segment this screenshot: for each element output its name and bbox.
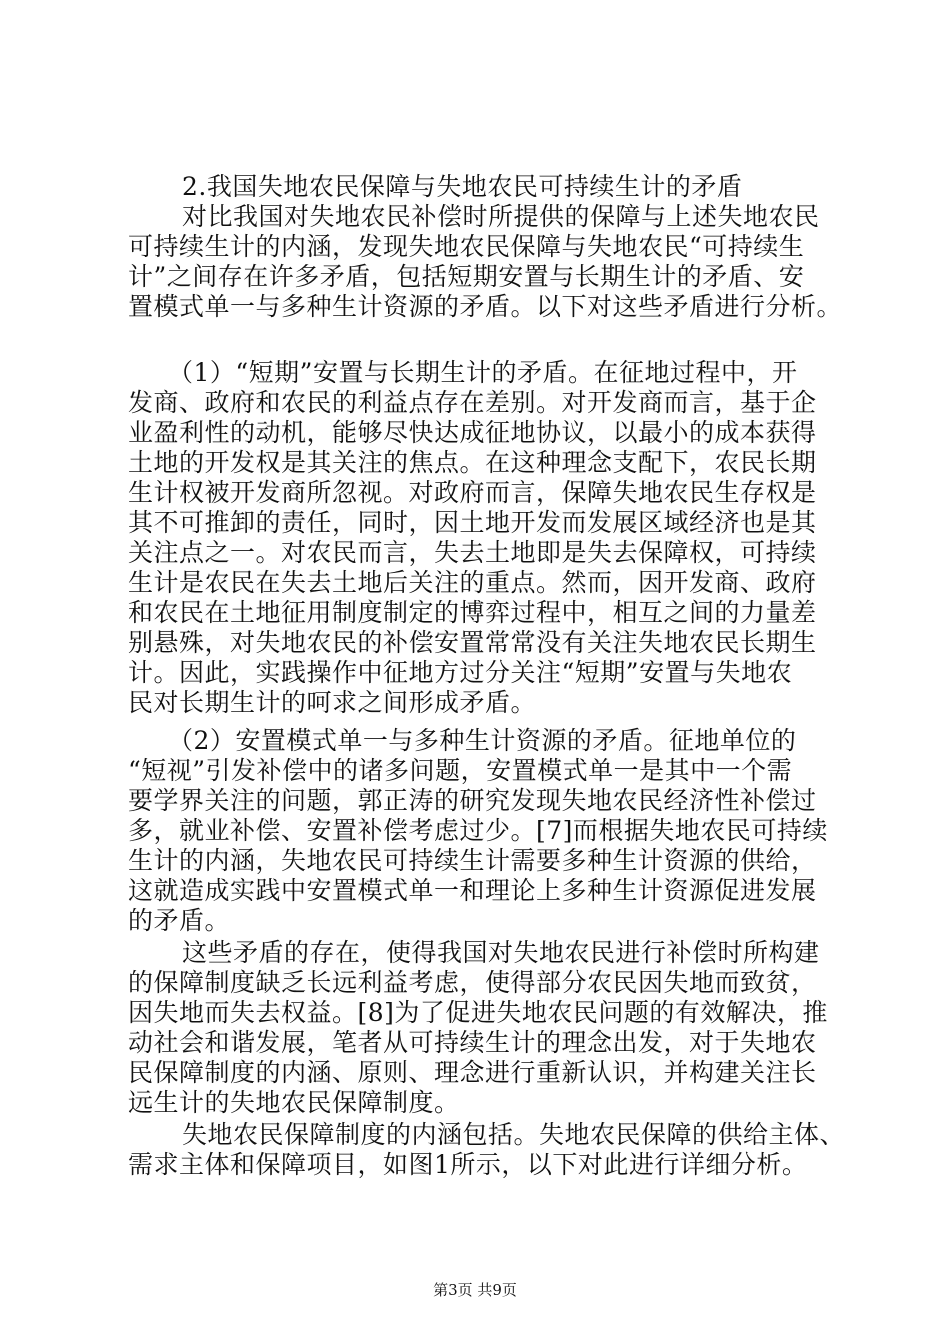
paragraph-line: 生计的内涵，失地农民可持续生计需要多种生计资源的供给， bbox=[128, 846, 817, 875]
paragraph-line: 可持续生计的内涵，发现失地农民保障与失地农民“可持续生 bbox=[128, 232, 805, 261]
paragraph-line: 民保障制度的内涵、原则、理念进行重新认识，并构建关注长 bbox=[128, 1058, 817, 1087]
section-heading: 2.我国失地农民保障与失地农民可持续生计的矛盾 bbox=[182, 172, 743, 201]
paragraph-line: 的矛盾。 bbox=[128, 906, 231, 935]
paragraph-line: 发商、政府和农民的利益点存在差别。对开发商而言，基于企 bbox=[128, 388, 817, 417]
paragraph-line: 土地的开发权是其关注的焦点。在这种理念支配下，农民长期 bbox=[128, 448, 817, 477]
paragraph-line: 多，就业补偿、安置补偿考虑过少。[7]而根据失地农民可持续 bbox=[128, 816, 828, 845]
paragraph-line: “短视”引发补偿中的诸多问题，安置模式单一是其中一个需 bbox=[128, 756, 793, 785]
paragraph-line: 因失地而失去权益。[8]为了促进失地农民问题的有效解决，推 bbox=[128, 998, 828, 1027]
paragraph-line: 业盈利性的动机，能够尽快达成征地协议，以最小的成本获得 bbox=[128, 418, 817, 447]
paragraph-line: 置模式单一与多种生计资源的矛盾。以下对这些矛盾进行分析。 bbox=[128, 292, 843, 321]
paragraph-line: 动社会和谐发展，笔者从可持续生计的理念出发，对于失地农 bbox=[128, 1028, 817, 1057]
paragraph-line: 生计是农民在失去土地后关注的重点。然而，因开发商、政府 bbox=[128, 568, 817, 597]
paragraph-line: 别悬殊，对失地农民的补偿安置常常没有关注失地农民长期生 bbox=[128, 628, 817, 657]
paragraph-line: 和农民在土地征用制度制定的博弈过程中，相互之间的力量差 bbox=[128, 598, 817, 627]
paragraph-line: 这些矛盾的存在，使得我国对失地农民进行补偿时所构建 bbox=[182, 938, 820, 967]
paragraph-line: 其不可推卸的责任，同时，因土地开发而发展区域经济也是其 bbox=[128, 508, 817, 537]
paragraph-line: 要学界关注的问题，郭正涛的研究发现失地农民经济性补偿过 bbox=[128, 786, 817, 815]
paragraph-line: 这就造成实践中安置模式单一和理论上多种生计资源促进发展 bbox=[128, 876, 817, 905]
paragraph-line: 民对长期生计的呵求之间形成矛盾。 bbox=[128, 688, 537, 717]
paragraph-line: 的保障制度缺乏长远利益考虑，使得部分农民因失地而致贫， bbox=[128, 968, 817, 997]
paragraph-line: 关注点之一。对农民而言，失去土地即是失去保障权，可持续 bbox=[128, 538, 817, 567]
paragraph-line: 需求主体和保障项目，如图1所示，以下对此进行详细分析。 bbox=[128, 1150, 808, 1179]
paragraph-line: 远生计的失地农民保障制度。 bbox=[128, 1088, 460, 1117]
paragraph-line: （1）“短期”安置与长期生计的矛盾。在征地过程中，开 bbox=[168, 358, 798, 387]
paragraph-line: 计。因此，实践操作中征地方过分关注“短期”安置与失地农 bbox=[128, 658, 793, 687]
paragraph-line: 失地农民保障制度的内涵包括。失地农民保障的供给主体、 bbox=[182, 1120, 846, 1149]
paragraph-line: 计”之间存在许多矛盾，包括短期安置与长期生计的矛盾、安 bbox=[128, 262, 805, 291]
paragraph-line: 生计权被开发商所忽视。对政府而言，保障失地农民生存权是 bbox=[128, 478, 817, 507]
paragraph-line: （2）安置模式单一与多种生计资源的矛盾。征地单位的 bbox=[168, 726, 797, 755]
paragraph-line: 对比我国对失地农民补偿时所提供的保障与上述失地农民 bbox=[182, 202, 820, 231]
page-number-footer: 第3页 共9页 bbox=[433, 1281, 517, 1299]
